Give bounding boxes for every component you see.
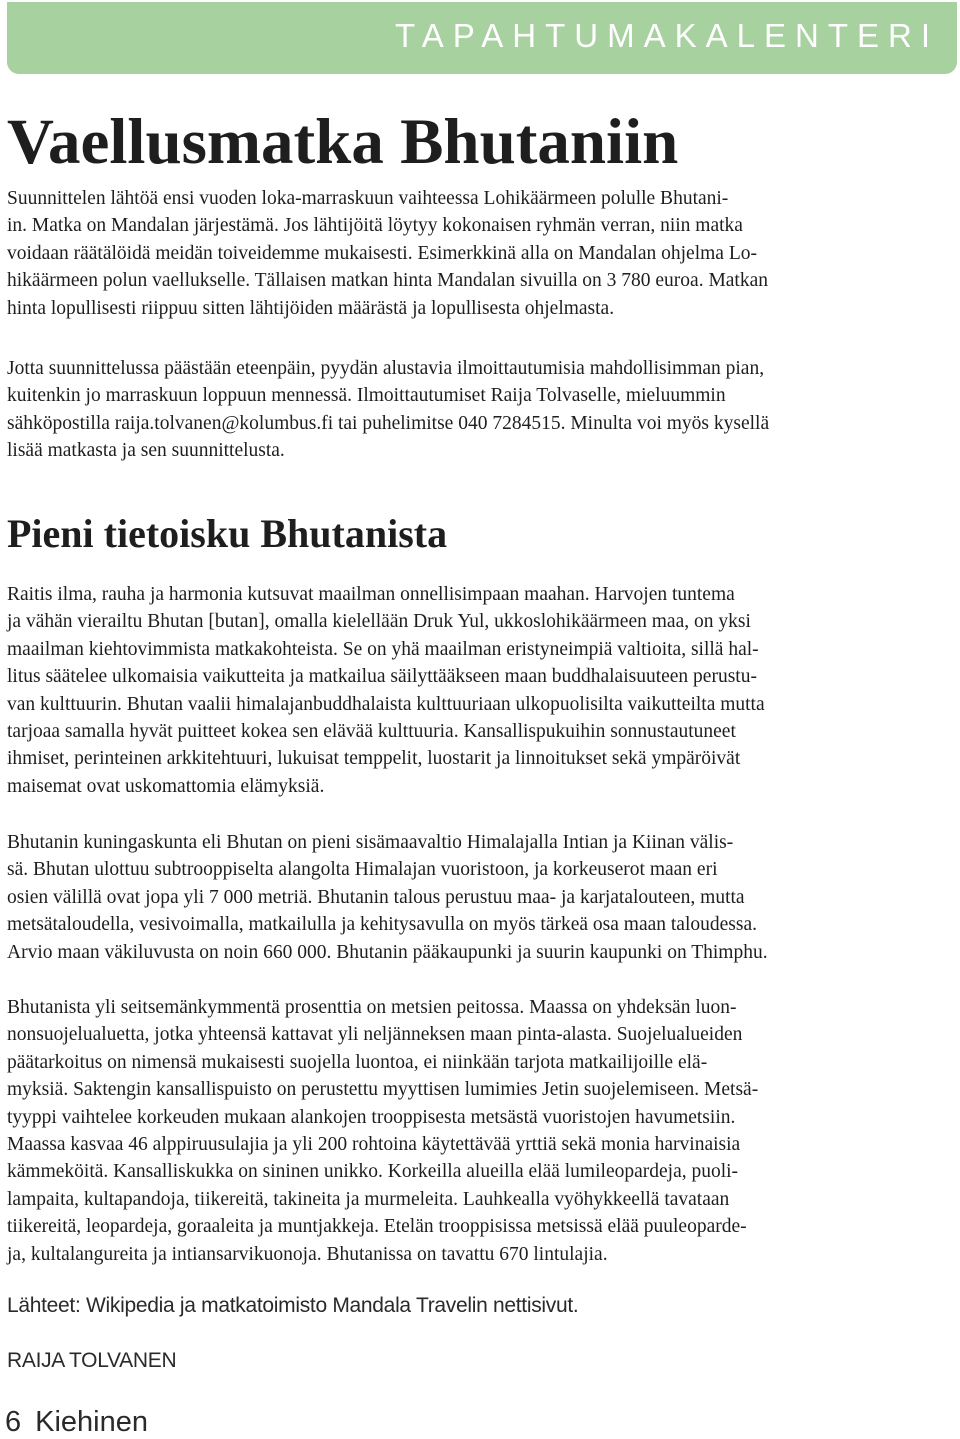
text-line: ja vähän vierailtu Bhutan [butan], omalla kielellään Druk Yul, ukkoslohikäärmeen maa, on yksi	[7, 611, 751, 633]
facts-title: Pieni tietoisku Bhutanista	[7, 511, 448, 556]
text-line: tyyppi vaihtelee korkeuden mukaan alankojen trooppisesta metsästä vuoristojen havumetsiin.	[7, 1106, 736, 1128]
text-line: metsätaloudella, vesivoimalla, matkailulla ja kehitysavulla on myös tärkeä osa maan taloudessa.	[7, 914, 757, 936]
article-title: Vaellusmatka Bhutaniin	[7, 106, 679, 178]
text-line: Suunnittelen lähtöä ensi vuoden loka-marraskuun vaihteessa Lohikäärmeen polulle Bhutani-	[7, 188, 729, 209]
page-footer	[5, 1406, 148, 1439]
section-banner	[7, 2, 957, 74]
text-line: tarjoaa samalla hyvät puitteet kokea sen elävää kulttuuria. Kansallispukuihin sonnustautuneet	[7, 721, 736, 743]
text-line: van kulttuurin. Bhutan vaalii himalajanbuddhalaista kulttuuriaan ulkopuolisilta vaikutteilta mutta	[7, 693, 765, 715]
facts-paragraph-3	[7, 994, 955, 1268]
text-line: nonsuojelualuetta, jotka yhteensä kattavat yli neljänneksen maan pinta-alasta. Suojelualueiden	[7, 1024, 743, 1046]
text-line: maailman kiehtovimmista matkakohteista. Se on yhä maailman eristyneimpiä valtioita, sillä hal-	[7, 638, 759, 660]
text-line: päätarkoitus on nimensä mukaisesti suojella luontoa, ei niinkään tarjota matkailijoille elä-	[7, 1051, 708, 1073]
text-line: Jotta suunnittelussa päästään eteenpäin, pyydän alustavia ilmoittautumisia mahdollisimman pian,	[7, 358, 765, 379]
author-name: RAIJA TOLVANEN	[7, 1349, 177, 1372]
facts-paragraph-1	[7, 581, 955, 800]
text-line: in. Matka on Mandalan järjestämä. Jos lähtijöitä löytyy kokonaisen ryhmän verran, niin matka	[7, 215, 743, 237]
text-line: sä. Bhutan ulottuu subtrooppiselta alangolta Himalajan vuoristoon, ja korkeuserot maan eri	[7, 859, 718, 881]
text-line: Bhutanista yli seitsemänkymmentä prosenttia on metsien peitossa. Maassa on yhdeksän luon-	[7, 997, 737, 1018]
text-line: kämmeköitä. Kansalliskukka on sininen unikko. Korkeilla alueilla elää lumileopardeja, puoli-	[7, 1161, 739, 1183]
publication-name: Kiehinen	[35, 1406, 149, 1438]
text-line: osien välillä ovat jopa yli 7 000 metriä. Bhutanin talous perustuu maa- ja karjatalouteen, mutta	[7, 886, 745, 908]
text-line: hinta lopullisesti riippuu sitten lähtijöiden määrästä ja lopullisesta ohjelmasta.	[7, 297, 615, 319]
text-line: lisää matkasta ja sen suunnittelusta.	[7, 440, 285, 462]
page-number: 6	[5, 1406, 22, 1438]
text-line: ihmiset, perinteinen arkkitehtuuri, lukuisat temppelit, luostarit ja linnoitukset sekä ympäröivät	[7, 748, 741, 770]
text-line: voidaan räätälöidä meidän toiveidemme mukaisesti. Esimerkkinä alla on Mandalan ohjelma Lo-	[7, 242, 757, 264]
text-line: Arvio maan väkiluvusta on noin 660 000. Bhutanin pääkaupunki ja suurin kaupunki on Thimphu.	[7, 941, 768, 963]
signup-paragraph	[7, 355, 955, 465]
text-line: myksiä. Saktengin kansallispuisto on perustettu myyttisen lumimies Jetin suojelemiseen. Metsä-	[7, 1079, 759, 1101]
text-line: ja, kultalangureita ja intiansarvikuonoja. Bhutanissa on tavattu 670 lintulajia.	[7, 1243, 608, 1265]
text-line: sähköpostilla raija.tolvanen@kolumbus.fi tai puhelimitse 040 7284515. Minulta voi myös kysellä	[7, 412, 770, 434]
intro-paragraph	[7, 185, 955, 322]
facts-paragraph-2	[7, 829, 955, 966]
text-line: Raitis ilma, rauha ja harmonia kutsuvat maailman onnellisimpaan maahan. Harvojen tuntema	[7, 584, 735, 605]
text-line: kuitenkin jo marraskuun loppuun mennessä. Ilmoittautumiset Raija Tolvaselle, mieluummin	[7, 385, 726, 407]
text-line: Bhutanin kuningaskunta eli Bhutan on pieni sisämaavaltio Himalajalla Intian ja Kiinan välis-	[7, 832, 734, 853]
text-line: lampaita, kultapandoja, tiikereitä, takineita ja murmeleita. Lauhkealla vyöhykkeellä tavataan	[7, 1188, 730, 1210]
text-line: Maassa kasvaa 46 alppiruusulajia ja yli 200 rohtoina käytettävää yrttiä sekä monia harvinaisia	[7, 1134, 741, 1156]
text-line: maisemat ovat uskomattomia elämyksiä.	[7, 775, 325, 797]
text-line: tiikereitä, leopardeja, goraaleita ja muntjakkeja. Etelän trooppisissa metsissä elää puuleoparde-	[7, 1216, 747, 1238]
text-line: litus säätelee ulkomaisia vaikutteita ja matkailua säilyttääkseen maan buddhalaisuuteen perustu-	[7, 666, 757, 688]
text-line: hikäärmeen polun vaellukselle. Tällaisen matkan hinta Mandalan sivuilla on 3 780 euroa. Matkan	[7, 270, 769, 292]
banner-title: TAPAHTUMAKALENTERI	[395, 17, 939, 54]
sources-line: Lähteet: Wikipedia ja matkatoimisto Mandala Travelin nettisivut.	[7, 1294, 579, 1317]
